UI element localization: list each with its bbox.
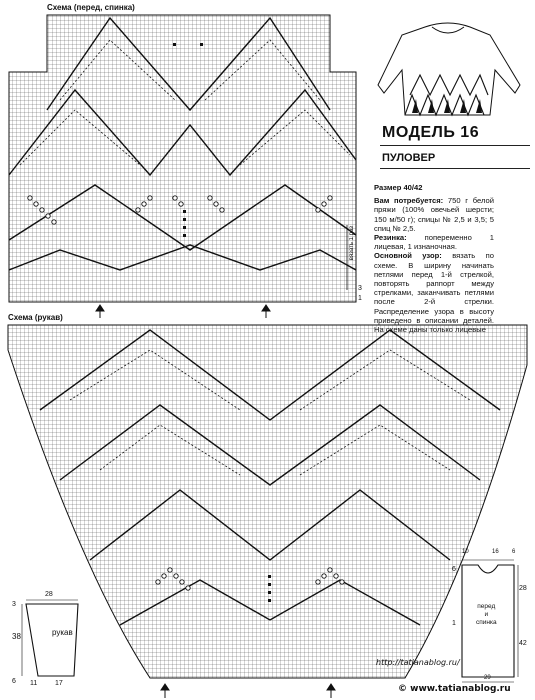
sleeve-top-measure: 28 <box>45 591 53 598</box>
materials-paragraph <box>374 196 494 233</box>
sleeve-bottom-left-mark: 6 <box>12 678 16 685</box>
body-left-mark-2: 1 <box>452 620 456 627</box>
materials-text: 750 г белой пряжи (100% овечьей шерсти; 150 м/50 г); спицы № 2,5 и 3,5; 5 спиц № 2,5. <box>374 196 494 233</box>
rib-text: попеременно 1 лицевая, 1 изнаночная. <box>374 233 494 252</box>
heading-rule <box>380 145 530 146</box>
body-label-line-3: спинка <box>476 619 497 626</box>
body-label-line-2: и <box>484 611 489 618</box>
body-label-line-1: перед <box>477 603 496 610</box>
body-label <box>476 603 497 627</box>
sleeve-label: рукав <box>52 628 73 637</box>
main-pattern-label: Основной узор: <box>374 251 442 261</box>
repeat-once-label: вязать 1 раз <box>349 226 355 261</box>
site-watermark: http://tatianablog.ru/ <box>376 658 460 667</box>
copyright-watermark: © www.tatianablog.ru <box>398 684 511 694</box>
model-title: МОДЕЛЬ 16 <box>382 124 480 141</box>
sleeve-height-measure: 38 <box>12 632 21 641</box>
materials-label: Вам потребуется: <box>374 196 444 206</box>
sleeve-bottom-measure-1: 11 <box>30 680 38 687</box>
body-top-measure-3: 6 <box>512 549 516 555</box>
body-top-measure-2: 16 <box>492 549 499 555</box>
body-lower-measure: 42 <box>519 640 527 647</box>
front-back-chart <box>0 0 370 320</box>
body-upper-measure: 28 <box>519 585 527 592</box>
sleeve-left-mark: 3 <box>12 601 16 608</box>
sleeve-silhouette <box>8 590 88 700</box>
main-pattern-text: вязать по схеме. В ширину начинать петлями перед 1-й стрелкой, повторять раппорт между стрелками, заканчивать петлями после 2-й стрелки. Распределение узора в высоту приведено в описании деталей. <box>374 251 494 325</box>
subtitle-rule <box>380 168 530 169</box>
size-line: Размер 40/42 <box>374 183 423 192</box>
sleeve-bottom-measure-2: 17 <box>55 680 63 687</box>
garment-title: ПУЛОВЕР <box>382 152 436 164</box>
pattern-description <box>374 183 494 334</box>
sweater-illustration <box>370 15 530 125</box>
rib-label: Резинка: <box>374 233 407 243</box>
row-number-3: 3 <box>358 285 362 292</box>
front-back-chart-title: Схема (перед, спинка) <box>47 3 135 12</box>
body-bottom-measure: 29 <box>484 675 491 681</box>
body-top-measure-1: 10 <box>462 549 469 555</box>
body-left-mark: 6 <box>452 566 456 573</box>
rib-paragraph <box>374 233 494 251</box>
sleeve-chart-title: Схема (рукав) <box>8 313 63 322</box>
row-number-1: 1 <box>358 295 362 302</box>
